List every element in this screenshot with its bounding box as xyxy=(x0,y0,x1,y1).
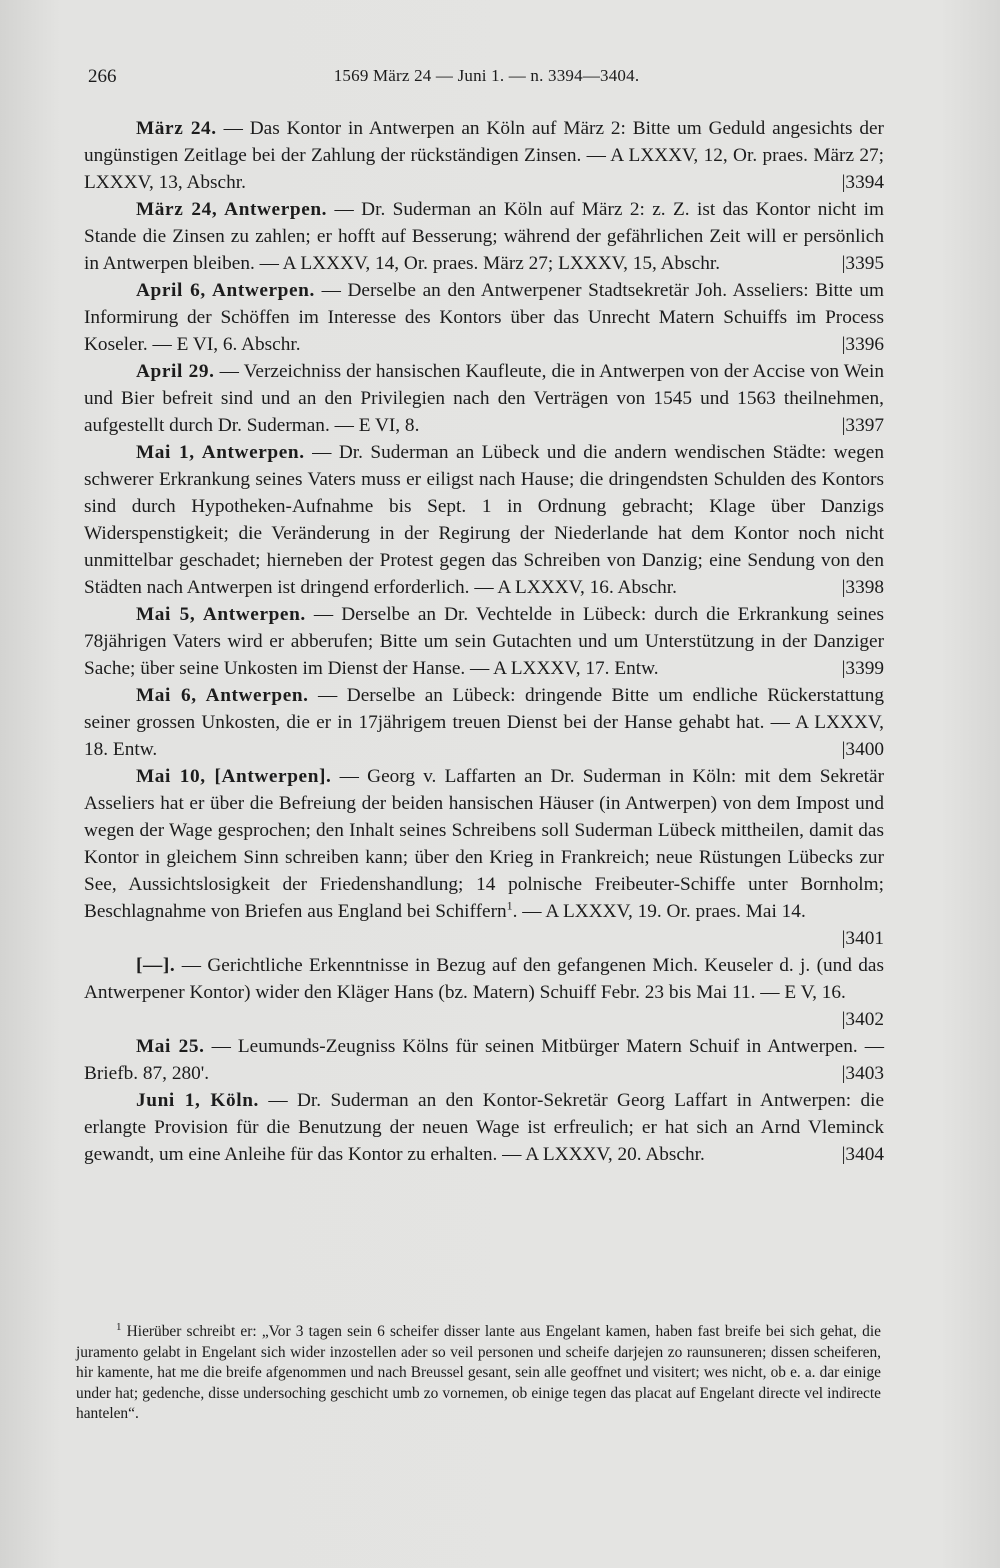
running-title: 1569 März 24 — Juni 1. — n. 3394—3404. xyxy=(333,66,640,85)
register-entry xyxy=(84,196,884,277)
entry-number: |3401 xyxy=(841,928,884,949)
entry-text-continued: . — A LXXXV, 19. Or. praes. Mai 14. xyxy=(512,901,806,922)
entry-date: April 6, Antwerpen. xyxy=(136,280,315,301)
entry-number: |3397 xyxy=(841,415,884,436)
entry-text: — Derselbe an Lübeck: dringende Bitte um endliche Rückerstattung seiner grossen Unkosten, die er in 17jährigem treuen Dienst bei der Hanse gehabt hat. — A LXXXV, 18. Entw. xyxy=(84,685,884,760)
entry-date: Mai 6, Antwerpen. xyxy=(136,685,309,706)
register-entry xyxy=(84,763,884,952)
entry-text: — Leumunds-Zeugniss Kölns für seinen Mitbürger Matern Schuif in Antwerpen. — Briefb. 87, 280'. xyxy=(84,1036,885,1084)
register-entry xyxy=(84,115,884,196)
entry-number: |3403 xyxy=(841,1063,884,1084)
entry-number: |3396 xyxy=(841,334,884,355)
entry-number: |3394 xyxy=(841,172,884,193)
entry-date: März 24. xyxy=(136,118,217,139)
entry-date: Mai 5, Antwerpen. xyxy=(136,604,306,625)
entry-date: Mai 25. xyxy=(136,1036,205,1057)
entry-date: Mai 1, Antwerpen. xyxy=(136,442,305,463)
register-entry xyxy=(84,601,884,682)
entry-text: — Derselbe an den Antwerpener Stadtsekretär Joh. Asseliers: Bitte um Informirung der Schöffen im Interesse des Kontors über das Unrecht Matern Schuiffs im Process Koseler. — E VI, 6. Abschr. xyxy=(84,280,885,355)
footnote-mark: 1 xyxy=(116,1320,122,1333)
register-entry xyxy=(84,1087,884,1168)
footnote-text-block xyxy=(76,1322,881,1425)
footnote xyxy=(76,1322,881,1425)
entry-date: März 24, Antwerpen. xyxy=(136,199,328,220)
entry-number: |3395 xyxy=(841,253,884,274)
footnote-reference: 1 xyxy=(506,898,513,913)
entry-text: — Verzeichniss der hansischen Kaufleute, die in Antwerpen von der Accise von Wein und Bier befreit sind und an den Privilegien nach den Verträgen von 1545 und 1563 theilnehmen, aufgestellt durch Dr. Suderman. — E VI, 8. xyxy=(84,361,884,436)
entry-number: |3404 xyxy=(841,1144,884,1165)
entry-date: April 29. xyxy=(136,361,215,382)
page-header xyxy=(88,66,885,92)
entry-number: |3402 xyxy=(841,1009,884,1030)
register-entry xyxy=(84,277,884,358)
entry-date: Mai 10, [Antwerpen]. xyxy=(136,766,332,787)
entry-text: — Georg v. Laffarten an Dr. Suderman in Köln: mit dem Sekretär Asseliers hat er über die Befreiung der beiden hansischen Häuser (in Antwerpen) von dem Impost und wegen der Wage gesprochen; den Inhalt seines Schreibens soll Suderman Lübeck mittheilen, damit das Kontor in gleichem Sinn schreiben kann; über den Krieg in Frankreich; neue Rüstungen Lübecks zur See, Aussichtslosigkeit der Friedenshandlung; 14 polnische Freibeuter-Schiffe unter Bornholm; Beschlagnahme von Briefen aus England bei Schiffern xyxy=(84,766,884,922)
entry-text: — Gerichtliche Erkenntnisse in Bezug auf den gefangenen Mich. Keuseler d. j. (und das Antwerpener Kontor) wider den Kläger Hans (bz. Matern) Schuiff Febr. 23 bis Mai 11. — E V, 16. xyxy=(84,955,884,1003)
entry-date: Juni 1, Köln. xyxy=(136,1090,259,1111)
entry-text: — Dr. Suderman an den Kontor-Sekretär Georg Laffart in Antwerpen: die erlangte Provision für die Benutzung der neuen Wage ist erfreulich; er hat sich an Arnd Vleminck gewandt, um eine Anleihe für das Kontor zu erhalten. — A LXXXV, 20. Abschr. xyxy=(84,1090,884,1165)
entry-number: |3399 xyxy=(841,658,884,679)
register-entry xyxy=(84,439,884,601)
page-number: 266 xyxy=(88,66,117,87)
register-entry xyxy=(84,1033,884,1087)
register-entry xyxy=(84,358,884,439)
entry-date: [—]. xyxy=(136,955,176,976)
register-entry xyxy=(84,952,884,1033)
register-entry xyxy=(84,682,884,763)
footnote-text: Hierüber schreibt er: „Vor 3 tagen sein 6 scheifer disser lante aus Engelant kamen, haben fast breife bei sich gehat, die juramento gelabt in Engelant sich wider inzostellen ader so veil personen und scheife darjejen zo raunsuneren; dissen scheiferen, hir kamente, hat me die breife afgenommen und nach Breussel gesant, sein alle geoffnet und visitert; wes nicht, ob e. a. dar einige under hat; gedenche, disse undersoching geschicht umb zo vornemen, ob einige tegen das placat auf Engelant directe vel indirecte hantelen“. xyxy=(76,1323,881,1423)
entry-text: — Das Kontor in Antwerpen an Köln auf März 2: Bitte um Geduld angesichts der ungünstigen Zeitlage bei der Zahlung der rückständigen Zinsen. — A LXXXV, 12, Or. praes. März 27; LXXXV, 13, Abschr. xyxy=(84,118,884,193)
entry-text: — Dr. Suderman an Lübeck und die andern wendischen Städte: wegen schwerer Erkrankung seines Vaters muss er eiligst nach Hause; die dringendsten Schulden des Kontors sind durch Hypotheken-Aufnahme bis Sept. 1 in Ordnung gebracht; Klage über Danzigs Widerspenstigkeit; die Veränderung in der Regirung der Niederlande hat dem Kontor noch nicht unmittelbar geschadet; hierneben der Protest gegen das Schreiben von Danzig; eine Sendung von den Städten nach Antwerpen ist dringend erforderlich. — A LXXXV, 16. Abschr. xyxy=(84,442,884,598)
entry-number: |3400 xyxy=(841,739,884,760)
entry-number: |3398 xyxy=(841,577,884,598)
entry-text: — Derselbe an Dr. Vechtelde in Lübeck: durch die Erkrankung seines 78jährigen Vaters wird er abberufen; Bitte um sein Gutachten und um Unterstützung in der Danziger Sache; über seine Unkosten im Dienst der Hanse. — A LXXXV, 17. Entw. xyxy=(84,604,884,679)
entry-text: — Dr. Suderman an Köln auf März 2: z. Z. ist das Kontor nicht im Stande die Zinsen zu zahlen; er hofft auf Besserung; während der gefährlichen Zeit will er persönlich in Antwerpen bleiben. — A LXXXV, 14, Or. praes. März 27; LXXXV, 15, Abschr. xyxy=(84,199,884,274)
register-entries xyxy=(84,115,884,1168)
